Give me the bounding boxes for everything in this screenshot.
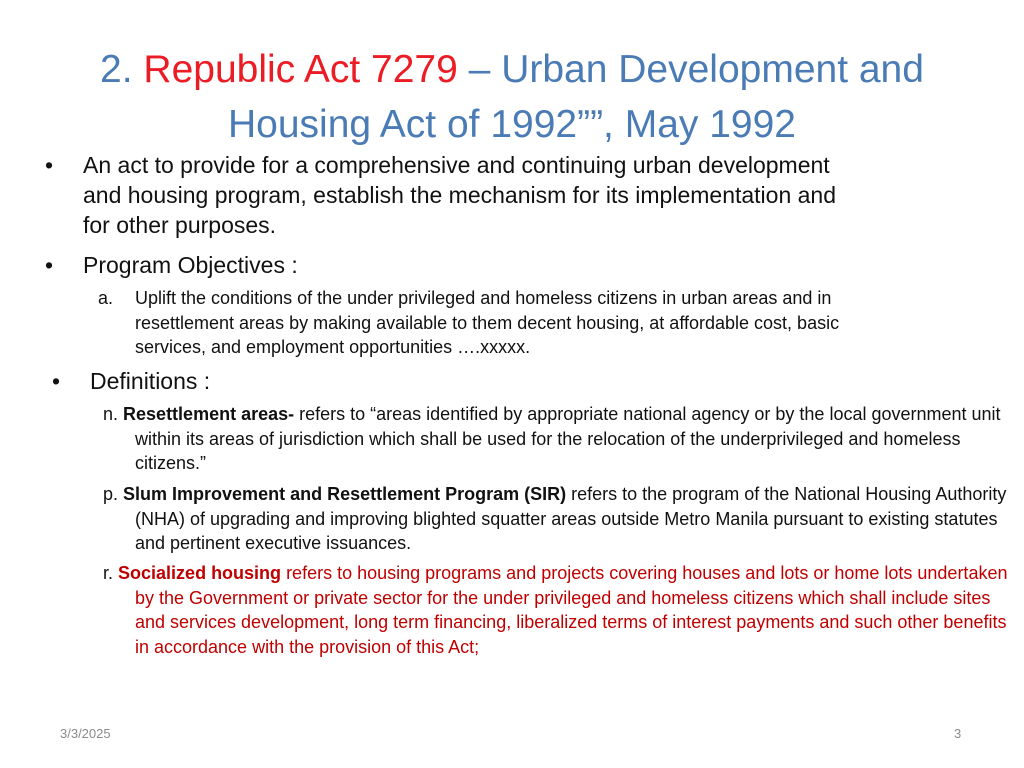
title-act-name: Republic Act 7279: [143, 48, 458, 91]
definition-term: Slum Improvement and Resettlement Program (SIR): [123, 484, 567, 504]
objective-text: [135, 286, 965, 360]
slide-title: [40, 42, 984, 152]
bullet-line: and housing program, establish the mechanism for its implementation and: [83, 182, 837, 208]
bullet-line: for other purposes.: [83, 212, 277, 238]
bullet-icon: •: [52, 368, 61, 394]
definition-sir-program: [103, 482, 1015, 556]
objective-line: Uplift the conditions of the under privileged and homeless citizens in urban areas and in: [135, 288, 832, 308]
definition-term: Resettlement areas-: [123, 404, 295, 424]
definition-marker: n.: [103, 404, 119, 424]
title-line1-rest: Urban Development and: [501, 48, 924, 91]
footer-page-number: 3: [954, 726, 962, 741]
title-dash: –: [468, 48, 491, 91]
title-number: 2.: [100, 48, 133, 91]
definition-socialized-housing: [103, 561, 1015, 659]
bullet-label: Definitions :: [90, 368, 211, 394]
definition-text: refers to housing programs and projects covering houses and lots or home lots undertaken by the Government or private sector for the under privileged and homeless citizens which shall include sites and services development, long term financing, liberalized terms of interest payments and such other benefits in accordance with the provision of this Act;: [135, 563, 1008, 657]
definition-marker: p.: [103, 484, 119, 504]
objective-line: resettlement areas by making available to them decent housing, at affordable cost, basic: [135, 312, 840, 333]
definition-text: refers to the program of the National Housing Authority (NHA) of upgrading and improving blighted squatter areas outside Metro Manila pursuant to existing statutes and pertinent executive issuances.: [135, 484, 1007, 553]
objective-marker: a.: [98, 288, 114, 308]
bullet-text: [83, 150, 836, 240]
definition-marker: r.: [103, 563, 114, 583]
footer-date: 3/3/2025: [60, 726, 111, 741]
bullet-label: Program Objectives :: [83, 252, 298, 278]
definition-resettlement-areas: [103, 402, 1015, 476]
title-line-2: Housing Act of 1992””, May 1992: [228, 103, 796, 146]
bullet-line: An act to provide for a comprehensive and continuing urban development: [83, 152, 830, 178]
title-line-1: [40, 42, 984, 97]
definition-term: Socialized housing: [118, 563, 282, 583]
bullet-icon: •: [45, 152, 54, 178]
objective-line: services, and employment opportunities ….xxxxx.: [135, 337, 531, 357]
bullet-icon: •: [45, 252, 54, 278]
definition-text: refers to “areas identified by appropriate national agency or by the local government unit within its areas of jurisdiction which shall be used for the relocation of the underprivileged and homeless citizens.”: [135, 404, 1001, 473]
